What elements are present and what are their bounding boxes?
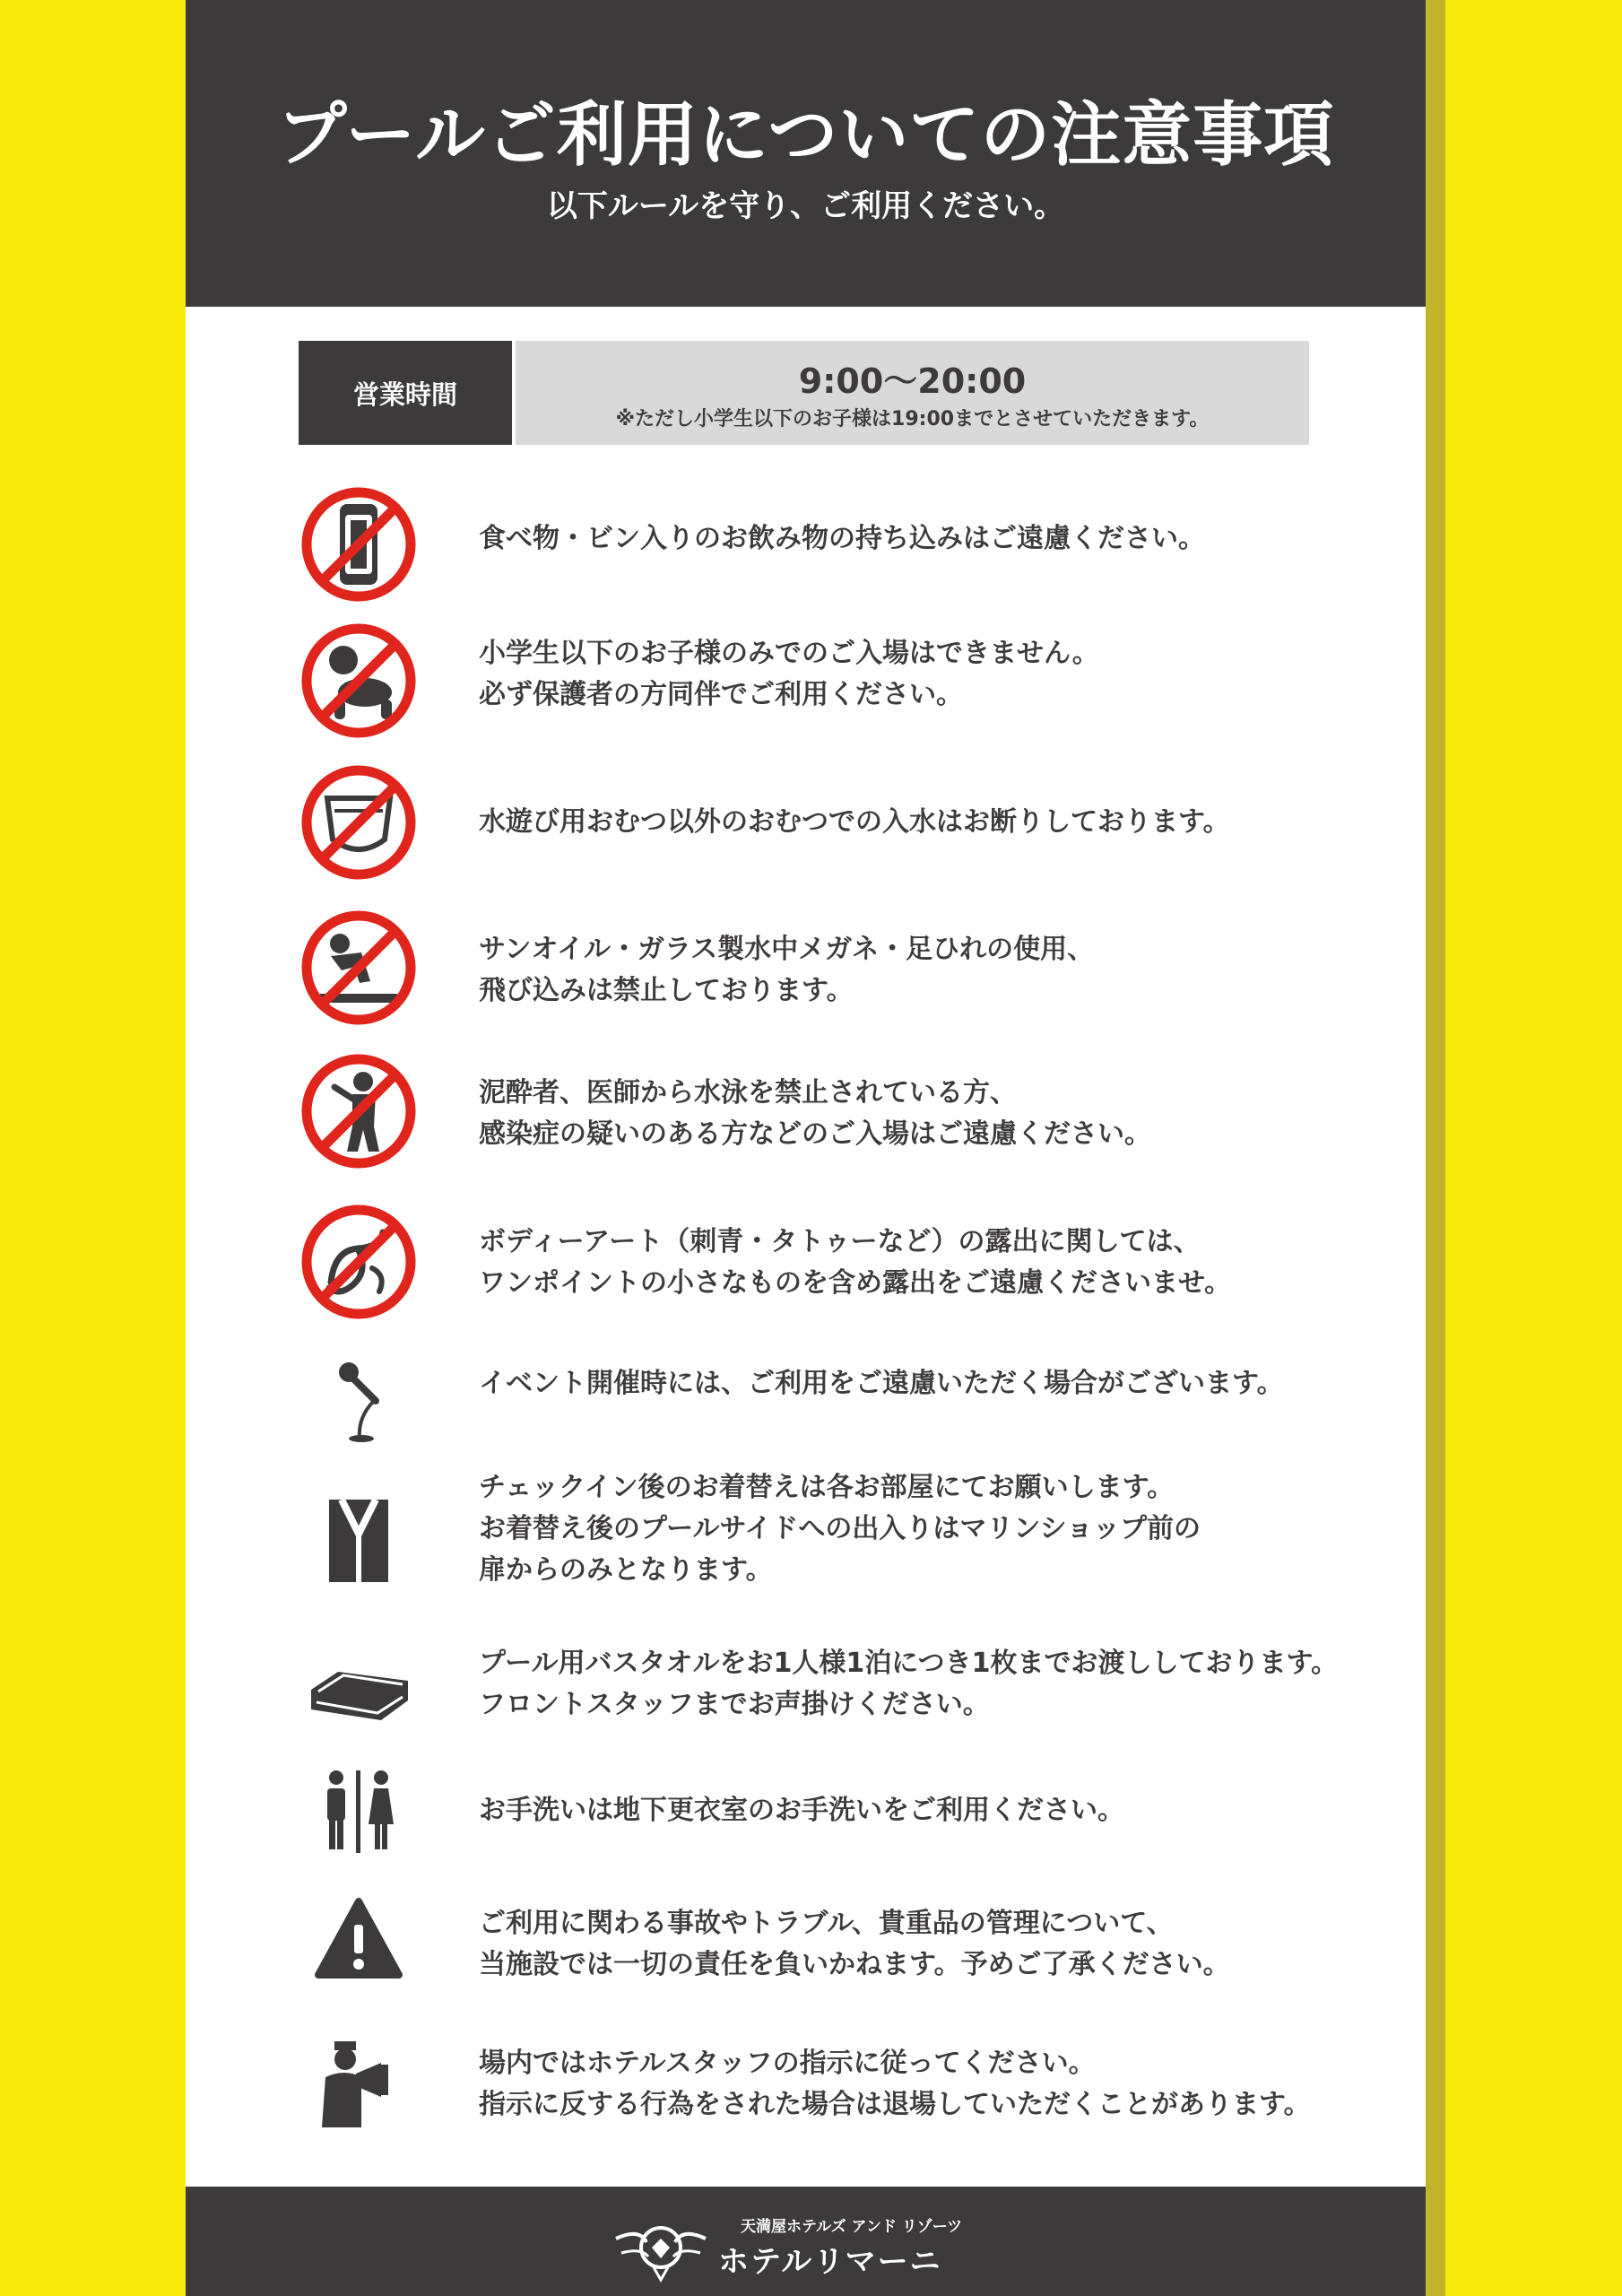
rule-text-line: プール用バスタオルをお1人様1泊につき1枚までお渡ししております。: [479, 1648, 1339, 1679]
rule-text-line: 扉からのみとなります。: [479, 1554, 773, 1586]
no-diving-icon: [299, 908, 419, 1028]
rule-text-line: フロントスタッフまでお声掛けください。: [479, 1689, 990, 1720]
rule-text-line: 泥酔者、医師から水泳を禁止されている方、: [479, 1077, 1017, 1109]
rule-text-line: ご利用に関わる事故やトラブル、貴重品の管理について、: [479, 1908, 1174, 1939]
rule-text-line: 指示に反する行為をされた場合は退場していただくことがあります。: [479, 2089, 1311, 2120]
brand-hotel-name: ホテルリマーニ: [718, 2244, 942, 2280]
rule-text-line: 感染症の疑いのある方などのご入場はご遠慮ください。: [479, 1118, 1151, 1150]
rule-text-line: 必ず保護者の方同伴でご利用ください。: [479, 679, 963, 710]
rule-text-line: ボディーアート（刺青・タトゥーなど）の露出に関しては、: [479, 1226, 1201, 1257]
microphone-icon: [299, 1345, 419, 1465]
restroom-icon: [299, 1752, 419, 1873]
poster-shadow: [1426, 0, 1445, 2296]
robe-icon: [299, 1476, 419, 1596]
no-drunk-icon: [299, 1051, 419, 1171]
towel-icon: [299, 1631, 419, 1751]
poster-sheet: [186, 0, 1426, 2296]
rule-text-line: イベント開催時には、ご利用をご遠慮いただく場合がございます。: [479, 1368, 1284, 1399]
footer: [186, 2187, 1426, 2296]
hours-box: [516, 341, 1309, 445]
rule-text-line: サンオイル・ガラス製水中メガネ・足ひれの使用、: [479, 934, 1095, 965]
business-hours: [299, 341, 1309, 445]
rule-text-line: 当施設では一切の責任を負いかねます。予めご了承ください。: [479, 1949, 1230, 1980]
no-unaccompanied-children-icon: [299, 621, 419, 741]
rule-text-line: 水遊び用おむつ以外のおむつでの入水はお断りしております。: [479, 806, 1230, 838]
rule-text-line: チェックイン後のお着替えは各お部屋にてお願いします。: [479, 1472, 1175, 1503]
hours-time: 9:00〜20:00: [798, 361, 1027, 401]
hotel-logo-icon: [607, 2212, 715, 2283]
rule-text-line: 小学生以下のお子様のみでのご入場はできません。: [479, 638, 1099, 669]
rule-text-line: 飛び込みは禁止しております。: [479, 975, 854, 1006]
warning-icon: [299, 1882, 419, 2002]
hours-label: 営業時間: [299, 341, 512, 445]
rule-text-line: 食べ物・ビン入りのお飲み物の持ち込みはご遠慮ください。: [479, 523, 1205, 554]
no-tattoo-icon: [299, 1202, 419, 1322]
brand-group-name: 天満屋ホテルズ アンド リゾーツ: [741, 2218, 963, 2236]
rule-text-line: お着替え後のプールサイドへの出入りはマリンショップ前の: [479, 1513, 1201, 1544]
rule-text-line: お手洗いは地下更衣室のお手洗いをご利用ください。: [479, 1795, 1124, 1826]
page-title: プールご利用についての注意事項: [276, 95, 1335, 176]
hours-note: ※ただし小学生以下のお子様は19:00までとさせていただきます。: [615, 408, 1210, 430]
no-food-drink-icon: [299, 484, 419, 604]
no-diapers-icon: [299, 762, 419, 883]
poster-header: [186, 0, 1426, 307]
page-subtitle: 以下ルールを守り、ご利用ください。: [546, 188, 1065, 224]
rule-text-line: 場内ではホテルスタッフの指示に従ってください。: [479, 2048, 1096, 2079]
rule-text-line: ワンポイントの小さなものを含め露出をご遠慮くださいませ。: [479, 1267, 1232, 1299]
staff-megaphone-icon: [299, 2023, 419, 2144]
